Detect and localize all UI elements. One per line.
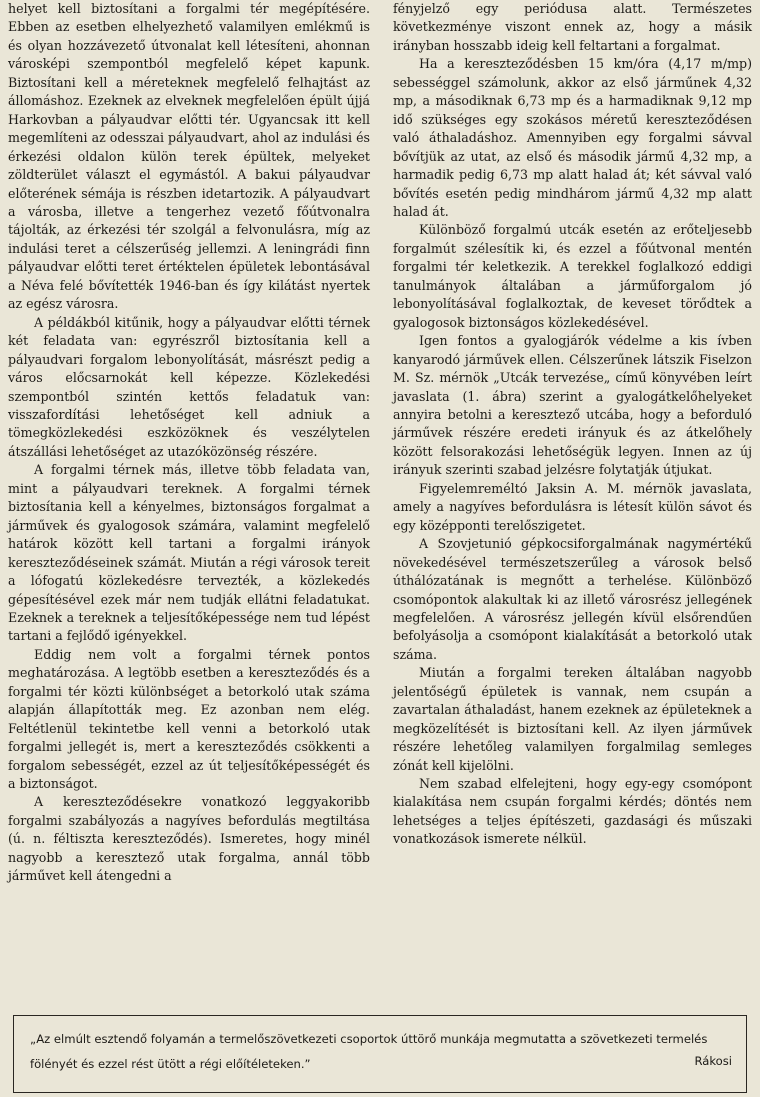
paragraph: Ha a kereszteződésben 15 km/óra (4,17 m/mp) sebességgel számolunk, akkor az első járműnek 4,32 mp, a másodiknak 6,73 mp és a harmadiknak 9,12 mp idő szükséges egy szokásos méretű kereszteződésen való áthaladáshoz. Amennyiben egy forgalmi sávval bővítjük az utat, az első és második jármű 4,32 mp, a harmadik pedig 6,73 mp alatt halad át; két sávval való bővítés esetén pedig mindhárom jármű 4,32 mp alatt halad át.	[393, 56, 752, 219]
paragraph: Különböző forgalmú utcák esetén az erőteljesebb forgalmút szélesítik ki, és ezzel a főútvonal mentén forgalmi tér keletkezik. A terekkel foglalkozó eddigi tanulmányok általában a járműforgalom jó lebonyolításával foglalkoztak, de keveset törődtek a gyalogosok biztonságos közlekedésével.	[393, 222, 752, 330]
paragraph: Nem szabad elfelejteni, hogy egy-egy csomópont kialakítása nem csupán forgalmi kérdés; döntés nem lehetséges a teljes építészeti, gazdasági és műszaki vonatkozások ismerete nélkül.	[393, 776, 752, 847]
paragraph: A Szovjetunió gépkocsiforgalmának nagymértékű növekedésével természetszerűleg a városok belső úthálózatának is megnőtt a terhelése. Különböző csomópontok alakultak ki az illető városrész jellegének megfelelően. A városrész jellegén kívül elsőrendűen befolyásolja a csomópont kialakítását a betorkoló utak száma.	[393, 536, 752, 662]
quote-text: „Az elmúlt esztendő folyamán a termelőszövetkezeti csoportok úttörő munkája megmutatta a szövetkezeti termelés fölényét és ezzel rést ütött a régi előítéleteken.”	[30, 1032, 708, 1071]
paragraph: A kereszteződésekre vonatkozó leggyakoribb forgalmi szabályozás a nagyíves befordulás megtiltása (ú. n. féltiszta kereszteződés). Ismeretes, hogy minél nagyobb a keresztező utak forgalma, annál több járművet kell átengedni a	[8, 794, 370, 884]
paragraph: Figyelemreméltó Jaksin A. M. mérnök javaslata, amely a nagyíves befordulásra is létesít külön sávot és egy középponti terelőszigetet.	[393, 480, 752, 533]
quote-author: Rákosi	[694, 1054, 732, 1068]
left-text-column	[8, 0, 370, 886]
paragraph: fényjelző egy periódusa alatt. Természetes következménye viszont ennek az, hogy a másik irányban hosszabb ideig kell feltartani a forgalmat.	[393, 1, 752, 53]
paragraph: Eddig nem volt a forgalmi térnek pontos meghatározása. A legtöbb esetben a kereszteződés és a forgalmi tér közti különbséget a betorkoló utak száma alapján állapították meg. Ez azonban nem elég. Feltétlenül tekintetbe kell venni a betorkoló utak forgalmi jellegét is, mert a kereszteződés csökkenti a forgalom sebességét, ezzel az út teljesítőképességét és a biztonságot.	[8, 646, 370, 792]
paragraph: Miután a forgalmi tereken általában nagyobb jelentőségű épületek is vannak, nem csupán a zavartalan áthaladást, hanem ezeknek az épületeknek a megközelítését is biztosítani kell. Az ilyen járművek részére lehetőleg valamilyen forgalmilag semleges zónát kell kijelölni.	[393, 665, 752, 773]
paragraph: helyet kell biztosítani a forgalmi tér megépítésére. Ebben az esetben elhelyezhető valamilyen emlékmű is és olyan hozzávezető útvonalat kell létesíteni, ahonnan városképi szempontból megfelelő képet kapunk. Biztosítani kell a méreteknek megfelelő felhajtást az állomáshoz. Ezeknek az elveknek megfelelően épült újjá Harkovban a pályaudvar előtti tér. Ugyancsak itt kell megemlíteni az odesszai pályaudvart, ahol az indulási és érkezési oldalon külön terek épültek, melyeket zöldterület választ el egymástól. A bakui pályaudvar előterének sémája is részben idetartozik. A pályaudvart a városba, illetve a tengerhez vezető főútvonalra tájolták, az érkezési tér szolgál a felvonulásra, míg az indulási teret a célszerűség jellemzi. A leningrádi finn pályaudvar előtti teret értéktelen épületek lebontásával a Néva felé bővítették 1946-ban és így kilátást nyertek az egész városra.	[8, 1, 370, 312]
right-text-column	[393, 0, 752, 849]
paragraph: Igen fontos a gyalogjárók védelme a kis ívben kanyarodó járművek ellen. Célszerűnek látszik Fiselzon M. Sz. mérnök „Utcák tervezése„ című könyvében leírt javaslata (1. ábra) szerint a gyalogátkelőhelyeket annyira betolni a keresztező utcába, hogy a beforduló járművek részére eredeti irányuk és az átkelőhely között felsorakozási lehetőségük legyen. Innen az új irányuk szerinti szabad jelzésre folytatják útjukat.	[393, 333, 752, 478]
paragraph: A példákból kitűnik, hogy a pályaudvar előtti térnek két feladata van: egyrészről biztosítania kell a pályaudvari forgalom lebonyolítását, másrészt pedig a város előcsarnokát kell képezze. Közlekedési szempontból szintén kettős feladatuk van: visszafordítási lehetőséget kell adniuk a tömegközlekedési eszközöknek és veszélytelen átszállási lehetőséget az utazóközönség részére.	[8, 314, 370, 459]
paragraph: A forgalmi térnek más, illetve több feladata van, mint a pályaudvari tereknek. A forgalmi térnek biztosítania kell a kényelmes, biztonságos forgalmat a járművek és gyalogosok számára, valamint megfelelő határok között kell tartani a forgalmi irányok kereszteződéseinek számát. Miután a régi városok tereit a lófogatú közlekedésre tervezték, a közlekedés gépesítésével ezek már nem tudják ellátni feladatukat. Ezeknek a tereknek a teljesítőképessége nem tud lépést tartani a fejlődő igényekkel.	[8, 462, 370, 644]
quote-box	[13, 1015, 747, 1093]
